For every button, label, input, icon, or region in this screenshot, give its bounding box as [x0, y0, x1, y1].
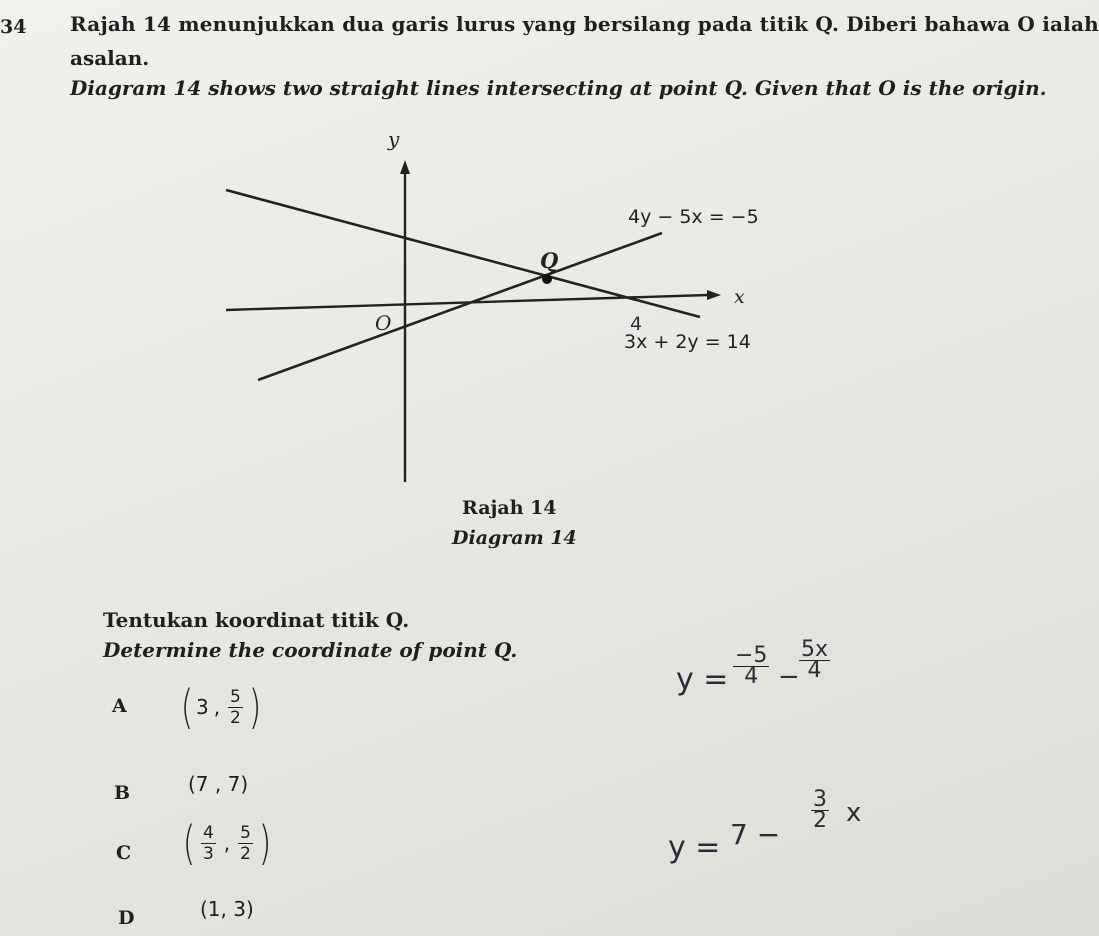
- question-text-english: Diagram 14 shows two straight lines intersecting at point Q. Given that O is the origin.: [70, 76, 1047, 100]
- option-d-letter[interactable]: D: [118, 907, 135, 929]
- option-a-letter[interactable]: A: [112, 695, 127, 717]
- y-axis-arrow: [400, 160, 410, 174]
- question-text-malay: Rajah 14 menunjukkan dua garis lurus yang bersilang pada titik Q. Diberi bahawa O ialah: [70, 12, 1099, 36]
- handwritten-4: 4: [630, 313, 643, 335]
- x-axis: [226, 295, 708, 310]
- origin-label: O: [375, 311, 392, 335]
- option-c-x-fraction: $\frac{4}{3}$: [202, 822, 214, 864]
- x-axis-arrow: [707, 290, 721, 300]
- option-d-value[interactable]: (1, 3): [200, 897, 254, 921]
- option-b-letter[interactable]: B: [114, 782, 131, 804]
- x-axis-label: x: [734, 286, 745, 308]
- handwritten-work-2-var: x: [846, 798, 862, 828]
- prompt-malay: Tentukan koordinat titik Q.: [103, 608, 410, 632]
- handwritten-work-2-frac: $\frac{3}{2}$: [813, 787, 827, 833]
- point-q: [542, 274, 552, 284]
- handwritten-work-2-const: 7 −: [730, 818, 781, 851]
- line1-equation: 4y − 5x = −5: [628, 206, 759, 228]
- handwritten-work-2-lhs: y =: [668, 830, 721, 865]
- y-axis-label: y: [388, 127, 400, 151]
- question-text-malay-cont: asalan.: [70, 46, 150, 70]
- handwritten-work-1-lhs: y =: [676, 662, 729, 697]
- option-b-value[interactable]: (7 , 7): [188, 772, 249, 796]
- option-c-value[interactable]: ( $\frac{4}{3}$ , $\frac{5}{2}$ ): [182, 816, 272, 870]
- option-a-y-fraction: $\frac{5}{2}$: [230, 686, 241, 728]
- point-q-label: Q: [540, 248, 559, 273]
- prompt-english: Determine the coordinate of point Q.: [103, 638, 518, 662]
- caption-english: Diagram 14: [452, 527, 577, 549]
- option-c-letter[interactable]: C: [116, 842, 132, 864]
- line2-equation: 3x + 2y = 14: [624, 331, 751, 353]
- option-c-y-fraction: $\frac{5}{2}$: [240, 822, 251, 864]
- caption-malay: Rajah 14: [462, 497, 557, 519]
- option-a-x: 3: [195, 695, 209, 719]
- handwritten-work-1-frac2: $\frac{5x}{4}$: [801, 637, 829, 683]
- handwritten-work-1-frac1: $\frac{-5}{4}$: [735, 643, 768, 689]
- handwritten-work-1-op: −: [778, 662, 800, 692]
- question-number: 34: [0, 16, 27, 38]
- option-a-value[interactable]: ( 3 , $\frac{5}{2}$ ): [180, 680, 262, 734]
